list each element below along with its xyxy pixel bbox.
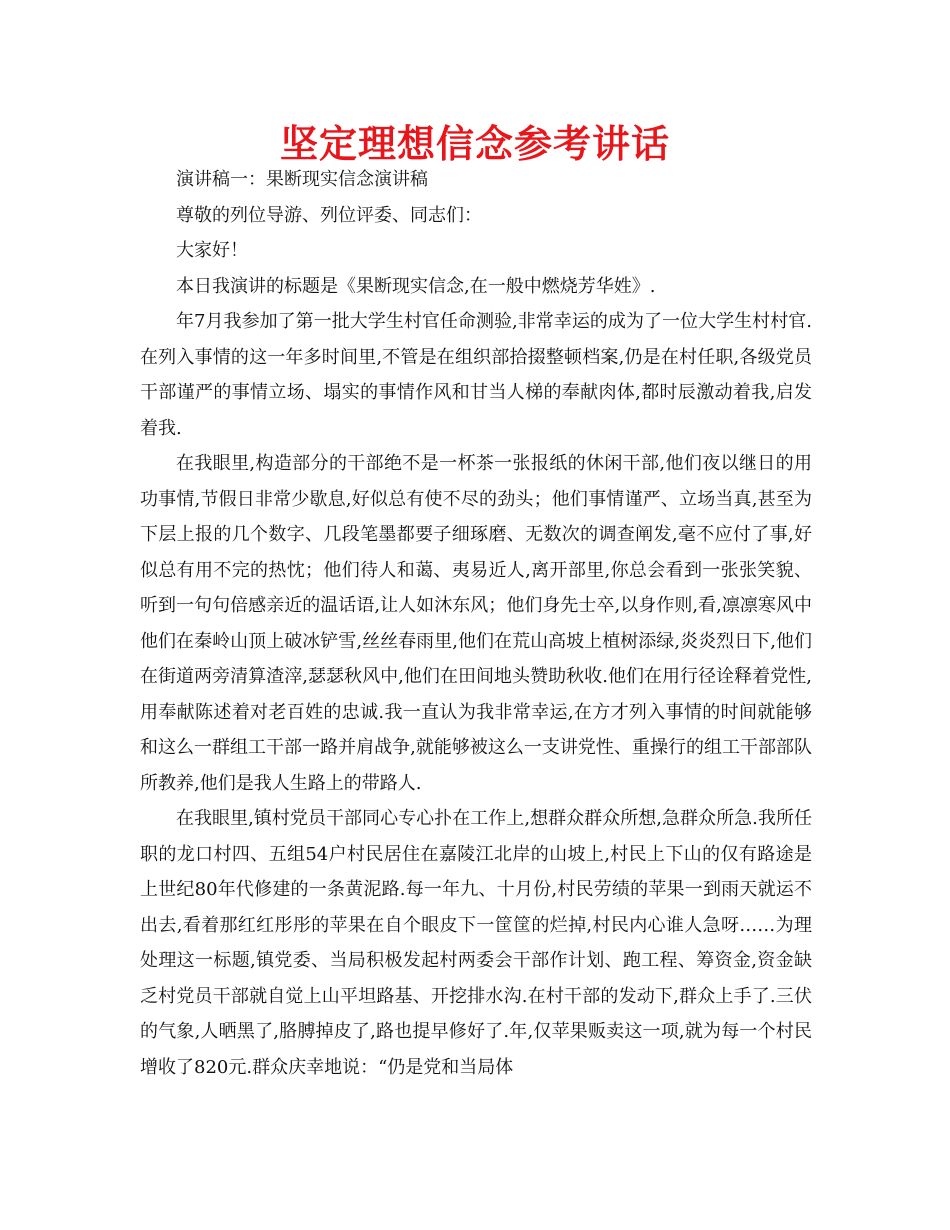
paragraph: 在我眼里,构造部分的干部绝不是一杯茶一张报纸的休闲干部,他们夜以继日的用功事情,节假日非常少歇息,好似总有使不尽的劲头；他们事情谨严、立场当真,甚至为下层上报的几个数字、几段笔墨都要子细琢磨、无数次的调查阐发,毫不应付了事,好似总有用不完的热忱；他们待人和蔼、夷易近人,离开部里,你总会看到一张张笑貌、听到一句句倍感亲近的温话语,让人如沐东风；他们身先士卒,以身作则,看,凛凛寒风中他们在秦岭山顶上破冰铲雪,丝丝春雨里,他们在荒山高坡上植树添绿,炎炎烈日下,他们在街道两旁清算渣滓,瑟瑟秋风中,他们在田间地头赞助秋收.他们在用行径诠释着党性,用奉献陈述着对老百姓的忠诚.我一直认为我非常幸运,在方才列入事情的时间就能够和这么一群组工干部一路并肩战争,就能够被这么一支讲党性、重操行的组工干部部队所教养,他们是我人生路上的带路人. bbox=[140, 453, 812, 794]
paragraph: 本日我演讲的标题是《果断现实信念,在一般中燃烧芳华姓》. bbox=[176, 275, 656, 297]
greeting: 大家好！ bbox=[176, 240, 248, 261]
paragraph: 年7月我参加了第一批大学生村官任命测验,非常幸运的成为了一位大学生村村官.在列入事情的这一年多时间里,不管是在组织部拾掇整顿档案,仍是在村任职,各级党员干部谨严的事情立场、塌实的事情作风和甘当人梯的奉献肉体,都时辰激动着我,启发着我. bbox=[140, 311, 812, 439]
document-title: 坚定理想信念参考讲话 bbox=[279, 122, 670, 166]
document-body bbox=[140, 162, 812, 1085]
paragraph: 在我眼里,镇村党员干部同心专心扑在工作上,想群众群众所想,急群众所急.我所任职的龙口村四、五组54户村民居住在嘉陵江北岸的山坡上,村民上下山的仅有路途是上世纪80年代修建的一条黄泥路.每一年九、十月份,村民劳绩的苹果一到雨天就运不出去,看着那红红彤彤的苹果在自个眼皮下一筐筐的烂掉,村民内心谁人急呀……为理处理这一标题,镇党委、当局积极发起村两委会干部作计划、跑工程、筹资金,资金缺乏村党员干部就自觉上山平坦路基、开挖排水沟.在村干部的发动下,群众上手了.三伏的气象,人晒黑了,胳膊掉皮了,路也提早修好了.年,仅苹果贩卖这一项,就为每一个村民增收了820元.群众庆幸地说：“仍是党和当局体 bbox=[140, 808, 812, 1078]
salutation: 尊敬的列位导游、列位评委、同志们： bbox=[176, 204, 482, 226]
subheading: 演讲稿一：果断现实信念演讲稿 bbox=[176, 169, 428, 190]
